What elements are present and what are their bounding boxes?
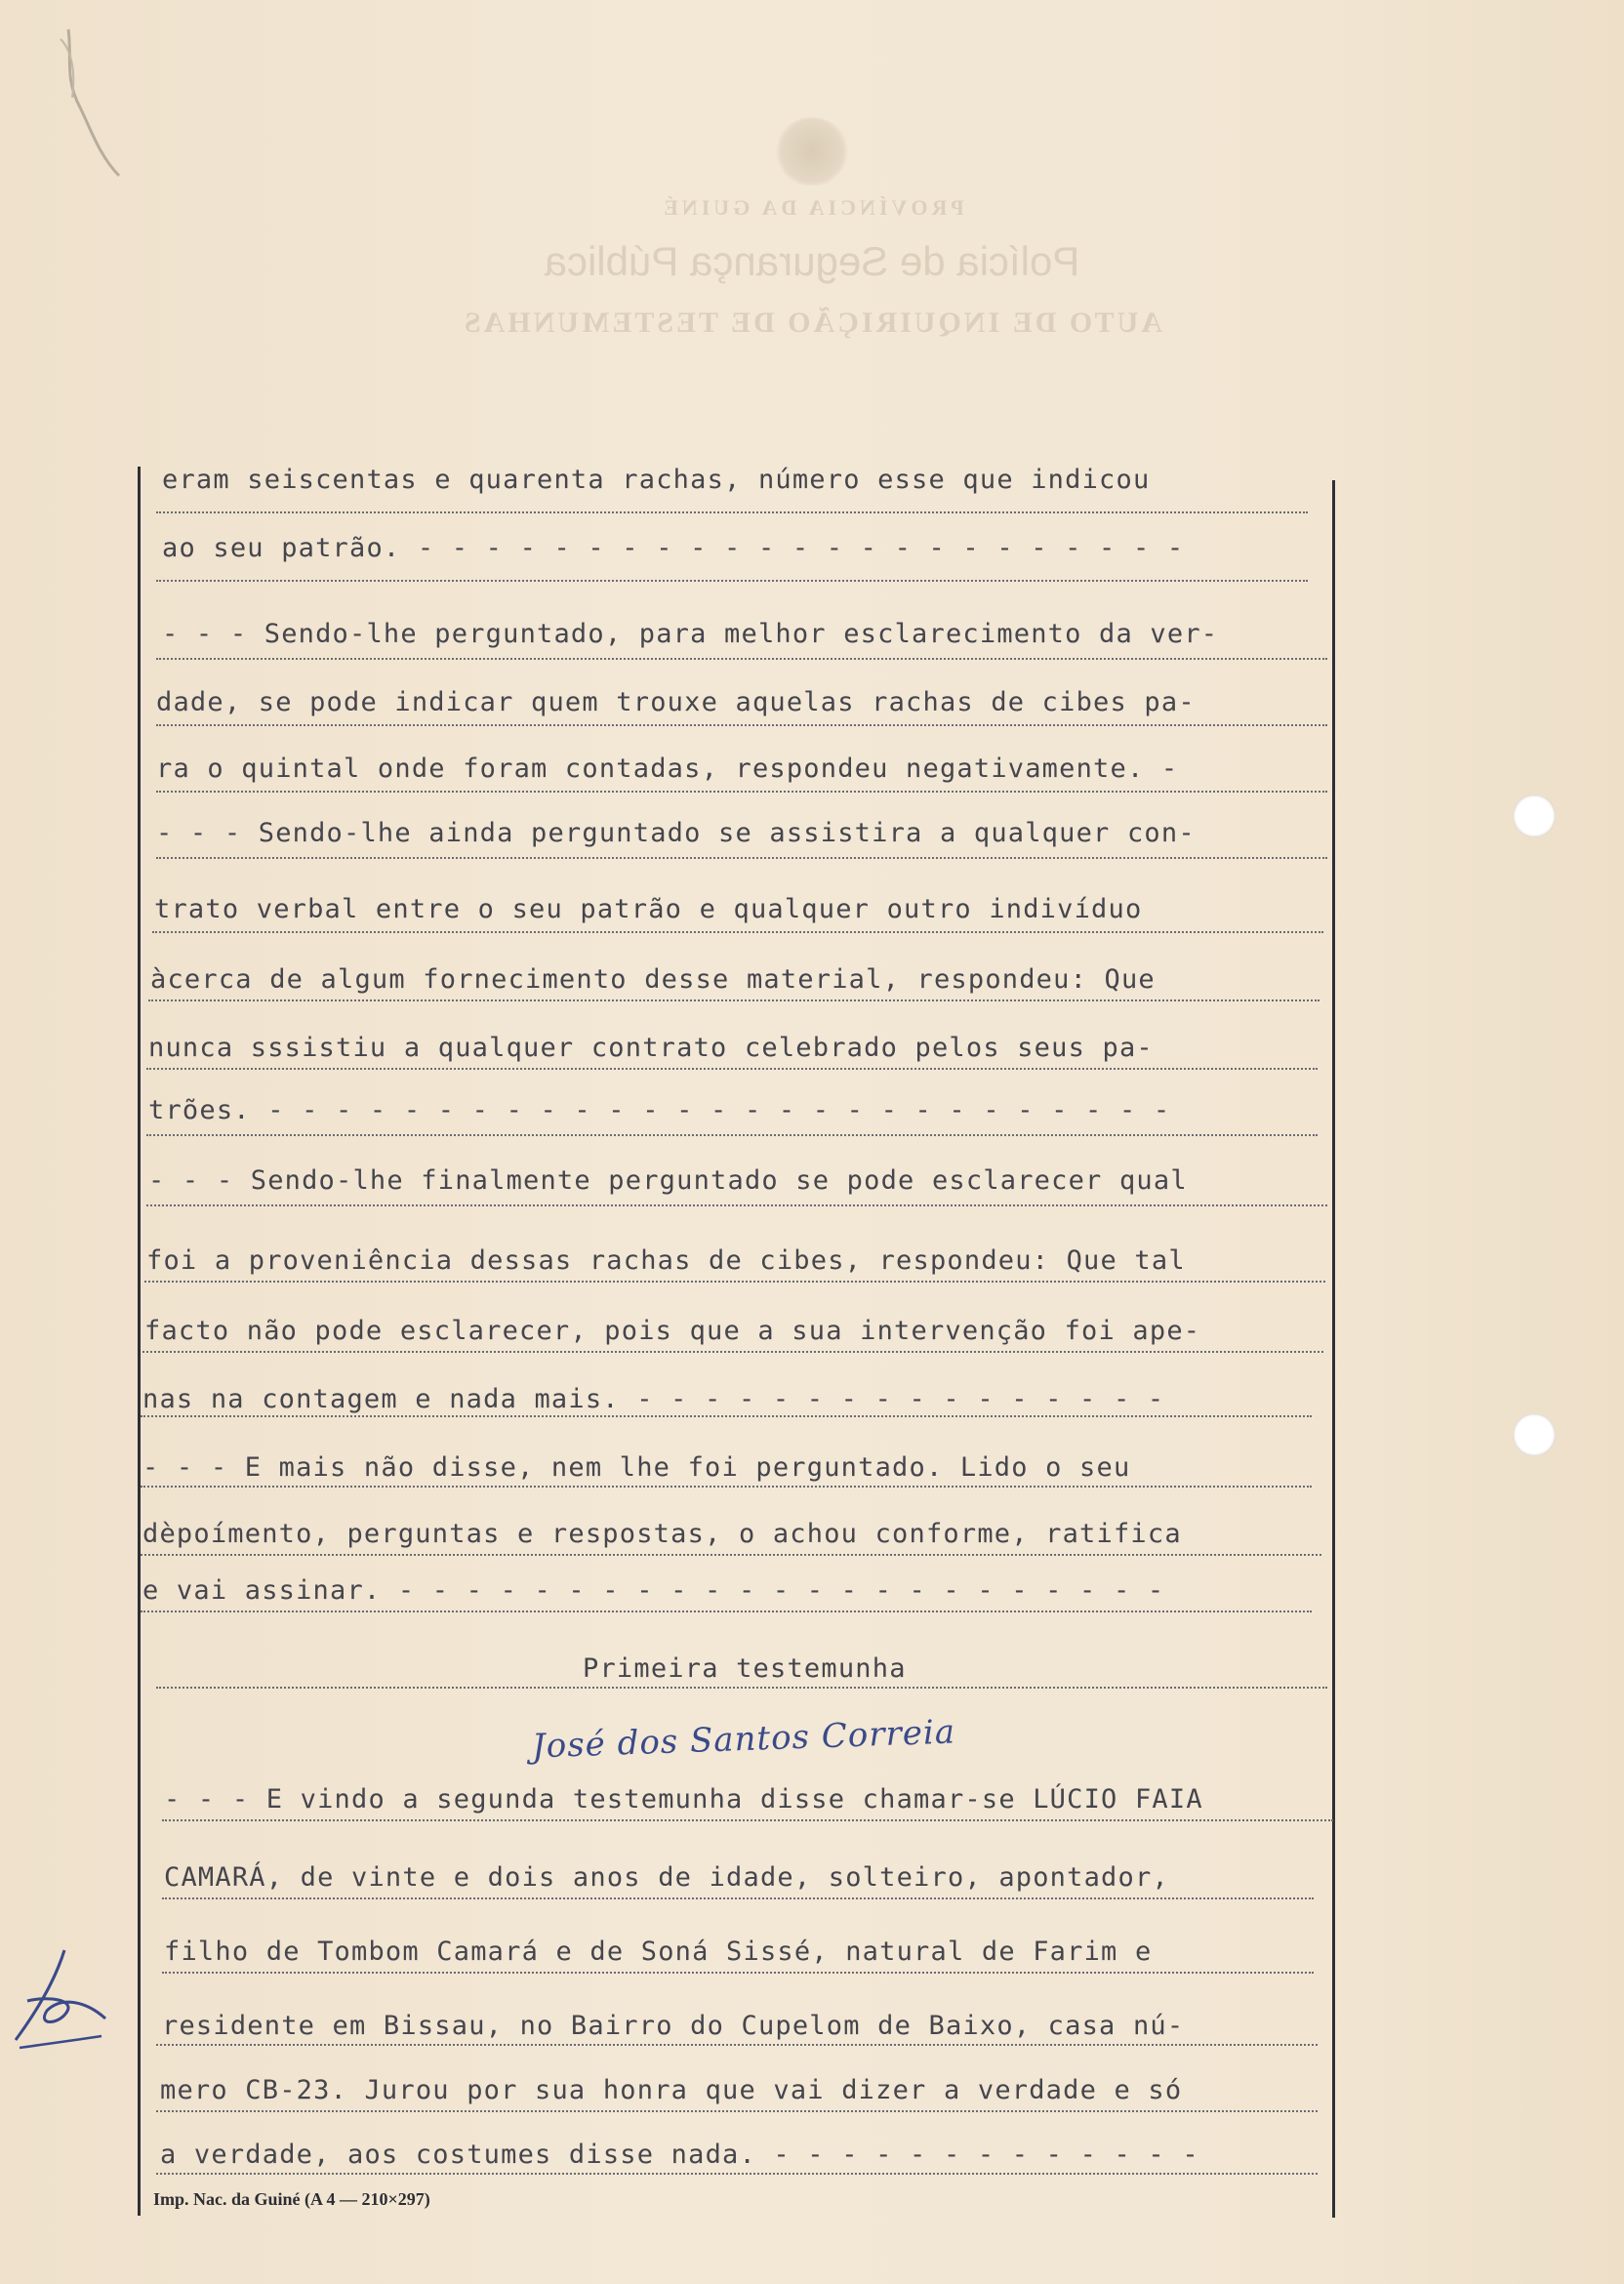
text-line: residente em Bissau, no Bairro do Cupelom de Baixo, casa nú- xyxy=(162,2011,1185,2041)
punch-hole xyxy=(1513,1413,1556,1456)
dotted-rule xyxy=(146,1068,1318,1070)
dotted-rule xyxy=(156,2173,1318,2175)
dotted-rule xyxy=(156,724,1327,726)
text-line: CAMARÁ, de vinte e dois anos de idade, solteiro, apontador, xyxy=(164,1862,1169,1893)
text-line: - - - Sendo-lhe finalmente perguntado se pode esclarecer qual xyxy=(148,1165,1188,1196)
text-line: foi a proveniência dessas rachas de cibes, respondeu: Que tal xyxy=(146,1245,1186,1276)
letterhead-form-title: AUTO DE INQUIRIÇÃO DE TESTEMUNHAS xyxy=(462,306,1163,339)
dotted-rule xyxy=(156,1687,1327,1689)
dotted-rule xyxy=(156,2110,1318,2112)
dotted-rule xyxy=(144,1281,1325,1283)
dotted-rule xyxy=(162,1972,1314,1974)
dotted-rule xyxy=(141,1486,1312,1488)
text-line: filho de Tombom Camará e de Soná Sissé, natural de Farim e xyxy=(164,1937,1153,1967)
text-line: facto não pode esclarecer, pois que a sua intervenção foi ape- xyxy=(144,1316,1201,1346)
dotted-rule xyxy=(162,1819,1333,1821)
text-line: e vai assinar. - - - - - - - - - - - - - - - - - - - - - - - xyxy=(142,1575,1165,1606)
dotted-rule xyxy=(156,791,1327,793)
text-line: - - - E vindo a segunda testemunha disse chamar-se LÚCIO FAIA xyxy=(164,1784,1203,1815)
text-line: trões. - - - - - - - - - - - - - - - - - - - - - - - - - - - xyxy=(148,1095,1171,1125)
text-line: - - - Sendo-lhe ainda perguntado se assistira a qualquer con- xyxy=(156,818,1196,848)
dotted-rule xyxy=(142,1351,1323,1353)
witness-signature: José dos Santos Correia xyxy=(531,1712,956,1767)
text-line: ra o quintal onde foram contadas, respondeu negativamente. - xyxy=(156,754,1179,784)
printer-footer: Imp. Nac. da Guiné (A 4 — 210×297) xyxy=(153,2189,430,2209)
text-line: mero CB-23. Jurou por sua honra que vai dizer a verdade e só xyxy=(160,2075,1183,2105)
text-line: trato verbal entre o seu patrão e qualquer outro indivíduo xyxy=(154,894,1143,924)
text-line: eram seiscentas e quarenta rachas, número esse que indicou xyxy=(162,465,1151,495)
witness-caption: Primeira testemunha xyxy=(583,1653,907,1684)
dotted-rule xyxy=(146,1204,1327,1206)
dotted-rule xyxy=(141,1554,1321,1556)
dotted-rule xyxy=(156,580,1308,582)
text-line: a verdade, aos costumes disse nada. - - - - - - - - - - - - - xyxy=(160,2140,1199,2170)
text-line: àcerca de algum fornecimento desse material, respondeu: Que xyxy=(150,964,1156,995)
dotted-rule xyxy=(156,658,1327,660)
letterhead-province: PROVÍNCIA DA GUINÉ xyxy=(660,195,964,220)
dotted-rule xyxy=(141,1611,1312,1612)
margin-initials xyxy=(8,1942,115,2060)
dotted-rule xyxy=(146,1134,1318,1136)
dotted-rule xyxy=(141,1415,1312,1417)
dotted-rule xyxy=(156,2044,1318,2046)
dotted-rule xyxy=(152,931,1323,933)
dotted-rule xyxy=(156,857,1327,859)
text-line: dèpoímento, perguntas e respostas, o achou conforme, ratifica xyxy=(142,1519,1182,1549)
text-line: nunca sssistiu a qualquer contrato celebrado pelos seus pa- xyxy=(148,1033,1154,1063)
punch-hole xyxy=(1513,795,1556,837)
dotted-rule xyxy=(162,1897,1314,1899)
text-line: nas na contagem e nada mais. - - - - - - - - - - - - - - - - xyxy=(142,1384,1165,1414)
text-line: ao seu patrão. - - - - - - - - - - - - - - - - - - - - - - - xyxy=(162,533,1185,563)
text-line: - - - Sendo-lhe perguntado, para melhor esclarecimento da ver- xyxy=(162,619,1219,649)
text-line: - - - E mais não disse, nem lhe foi perguntado. Lido o seu xyxy=(142,1452,1131,1483)
dotted-rule xyxy=(148,999,1320,1001)
dotted-rule xyxy=(156,511,1308,513)
text-line: dade, se pode indicar quem trouxe aquelas rachas de cibes pa- xyxy=(156,687,1196,717)
letterhead-agency: Polícia de Segurança Pública xyxy=(544,238,1080,284)
